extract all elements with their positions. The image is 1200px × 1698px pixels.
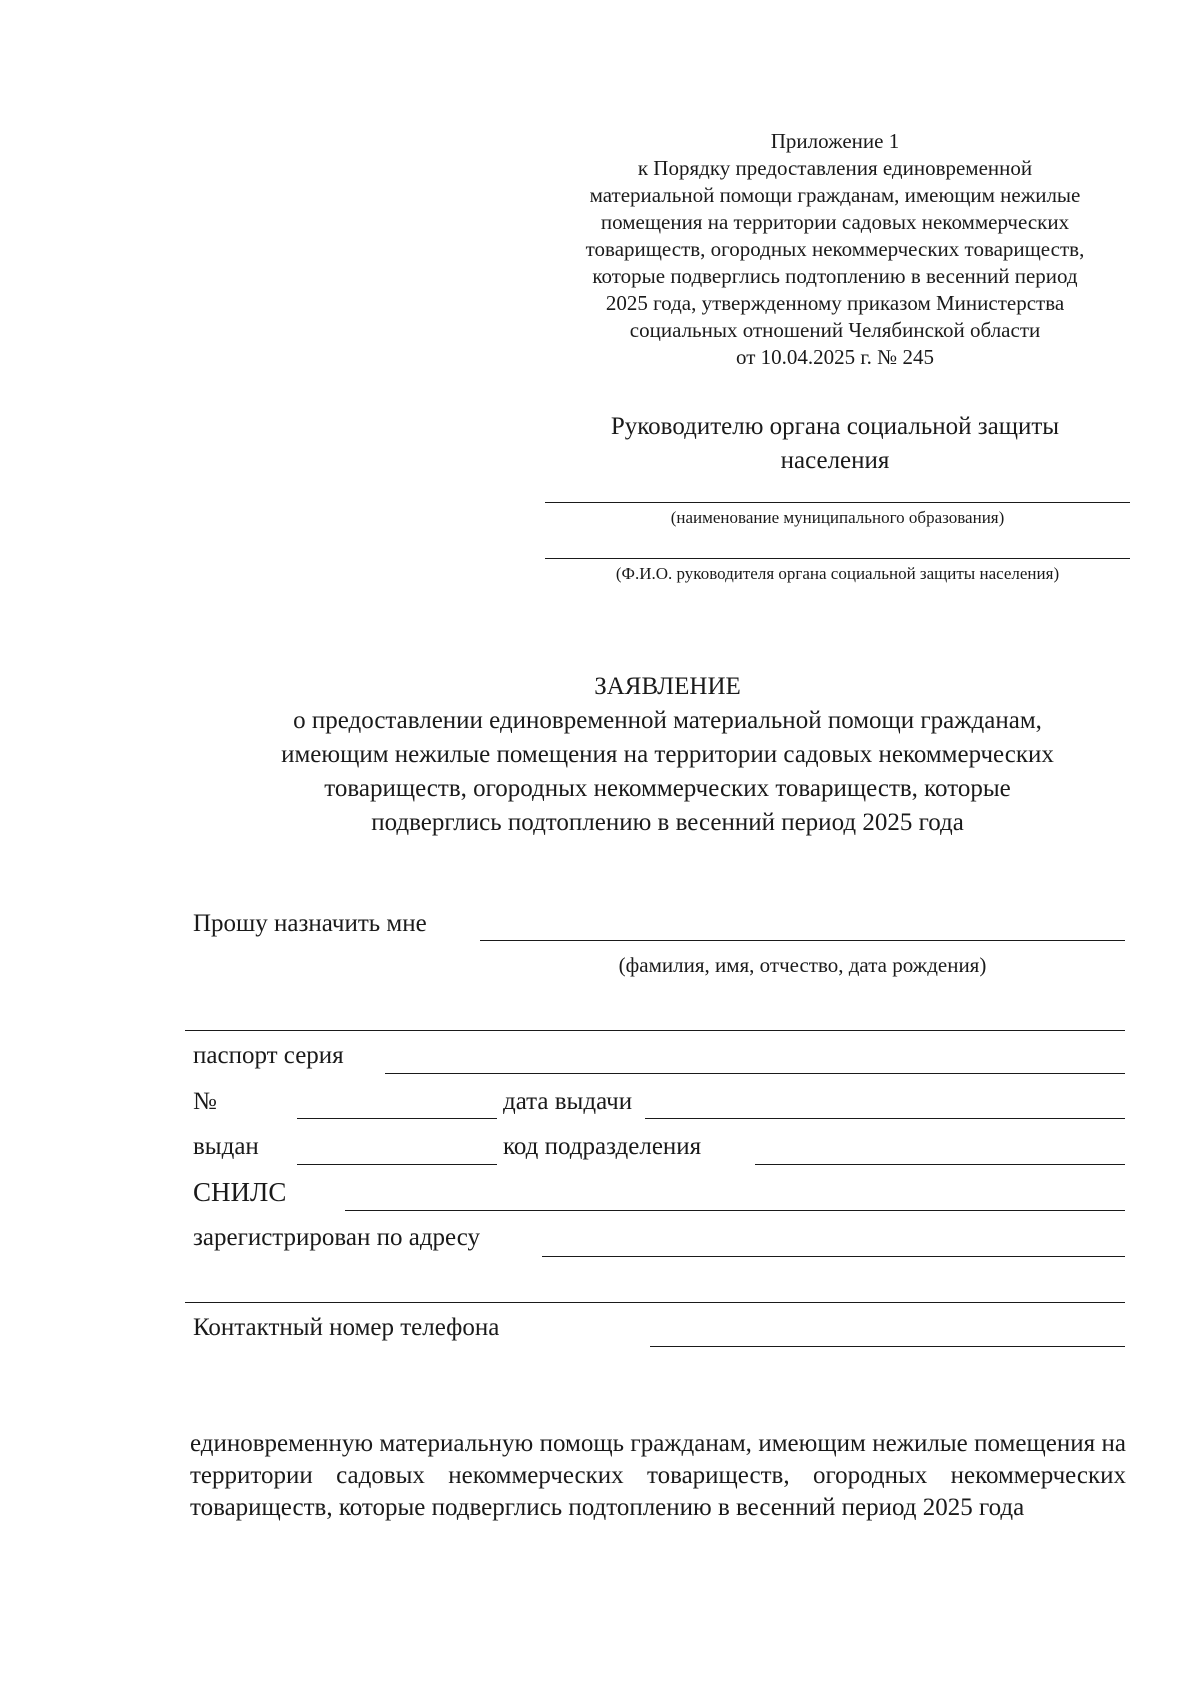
municipality-field-line[interactable] bbox=[545, 502, 1130, 503]
appendix-line: от 10.04.2025 г. № 245 bbox=[736, 345, 934, 369]
phone-field-line[interactable] bbox=[650, 1346, 1125, 1347]
snils-field-line[interactable] bbox=[345, 1210, 1125, 1211]
statement-subtitle-line: о предоставлении единовременной материальной помощи гражданам, bbox=[293, 707, 1042, 734]
head-name-caption: (Ф.И.О. руководителя органа социальной защиты населения) bbox=[615, 564, 1060, 583]
passport-number-field-line[interactable] bbox=[297, 1118, 497, 1119]
appendix-line: Приложение 1 bbox=[770, 129, 900, 153]
appendix-line: социальных отношений Челябинской области bbox=[629, 318, 1041, 342]
appendix-line: 2025 года, утвержденному приказом Министерства bbox=[605, 291, 1065, 315]
issue-date-field-line[interactable] bbox=[645, 1118, 1125, 1119]
issued-by-field-line[interactable] bbox=[297, 1164, 497, 1165]
appendix-line: которые подверглись подтоплению в весенний период bbox=[592, 264, 1078, 288]
statement-heading: ЗАЯВЛЕНИЕ bbox=[594, 673, 741, 700]
division-code-field-line[interactable] bbox=[755, 1164, 1125, 1165]
appendix-block bbox=[540, 128, 1130, 371]
address-continuation-line[interactable] bbox=[185, 1302, 1125, 1303]
request-label: Прошу назначить мне bbox=[193, 910, 427, 937]
phone-label: Контактный номер телефона bbox=[193, 1314, 500, 1341]
addressee-line: населения bbox=[780, 447, 890, 474]
municipality-caption: (наименование муниципального образования) bbox=[670, 508, 1005, 527]
appendix-line: материальной помощи гражданам, имеющим нежилые bbox=[589, 183, 1081, 207]
full-name-field-line[interactable] bbox=[480, 940, 1125, 941]
address-label: зарегистрирован по адресу bbox=[193, 1224, 481, 1251]
snils-label: СНИЛС bbox=[193, 1177, 287, 1207]
address-field-line[interactable] bbox=[542, 1256, 1125, 1257]
statement-subtitle-line: товариществ, огородных некоммерческих товариществ, которые bbox=[324, 775, 1011, 802]
division-code-label: код подразделения bbox=[503, 1133, 702, 1160]
appendix-line: к Порядку предоставления единовременной bbox=[637, 156, 1033, 180]
head-name-field-line[interactable] bbox=[545, 558, 1130, 559]
closing-paragraph: единовременную материальную помощь гражданам, имеющим нежилые помещения на территории садовых некоммерческих товариществ, огородных некоммерческих товариществ, которые подверглись подтоплению в весенний период 2025 года bbox=[190, 1430, 1126, 1521]
issued-by-label: выдан bbox=[193, 1133, 259, 1160]
full-name-continuation-line[interactable] bbox=[185, 1030, 1125, 1031]
appendix-line: товариществ, огородных некоммерческих товариществ, bbox=[585, 237, 1085, 261]
passport-series-field-line[interactable] bbox=[385, 1073, 1125, 1074]
passport-series-label: паспорт серия bbox=[193, 1042, 344, 1069]
appendix-line: помещения на территории садовых некоммерческих bbox=[600, 210, 1070, 234]
addressee-block bbox=[545, 410, 1125, 478]
statement-title bbox=[180, 670, 1155, 840]
statement-subtitle-line: подверглись подтоплению в весенний период 2025 года bbox=[371, 809, 964, 836]
passport-number-label: № bbox=[193, 1088, 217, 1115]
addressee-line: Руководителю органа социальной защиты bbox=[610, 413, 1060, 440]
statement-subtitle-line: имеющим нежилые помещения на территории садовых некоммерческих bbox=[281, 741, 1054, 768]
full-name-caption: (фамилия, имя, отчество, дата рождения) bbox=[618, 953, 987, 977]
issue-date-label: дата выдачи bbox=[503, 1088, 633, 1115]
